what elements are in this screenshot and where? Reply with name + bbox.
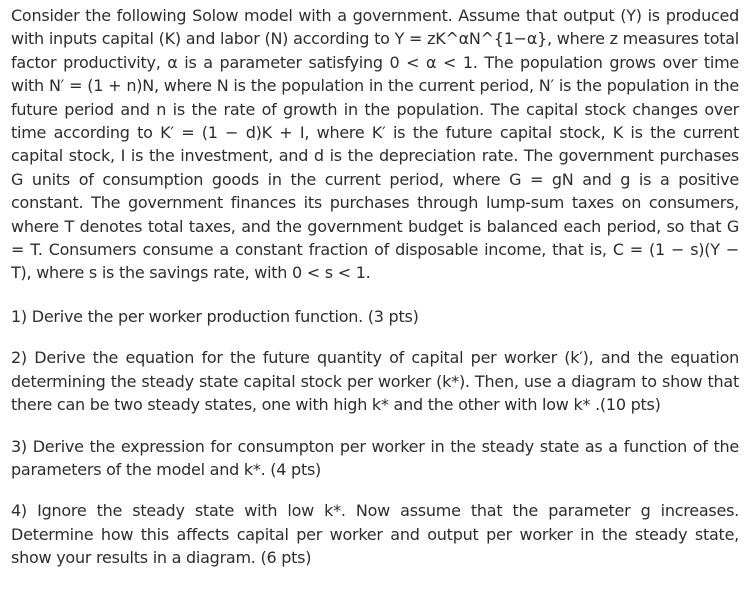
question-4-label: 4) xyxy=(11,501,27,521)
spacer xyxy=(11,417,739,435)
question-3-text: Derive the expression for consumpton per worker in the steady state as a function of the parameters of the model and k*. (4 pts) xyxy=(11,436,739,479)
question-3-label: 3) xyxy=(11,436,27,456)
question-2-text: Derive the equation for the future quantity of capital per worker (k′), and the equation determining the steady state capital stock per worker (k*). Then, use a diagram to show that there can be two steady states, one with high k* and the other with low k* .(10 pts) xyxy=(11,348,739,415)
question-1-text: Derive the per worker production function. (3 pts) xyxy=(31,306,419,326)
question-4 xyxy=(11,499,739,569)
question-4-text: Ignore the steady state with low k*. Now assume that the parameter g increases. Determine how this affects capital per worker and output per worker in the steady state, show your results in a diagram. (6 pts) xyxy=(11,501,740,568)
question-1-label: 1) xyxy=(11,306,27,326)
spacer xyxy=(11,328,739,346)
question-3 xyxy=(11,435,739,482)
question-2 xyxy=(11,346,739,416)
problem-intro: Consider the following Solow model with a government. Assume that output (Y) is produced with inputs capital (K) and labor (N) according to Y = zK^αN^{1−α}, where z measures total factor productivity, α is a parameter satisfying 0 < α < 1. The population grows over time with N′ = (1 + n)N, where N is the population in the current period, N′ is the population in the future period and n is the rate of growth in the population. The capital stock changes over time according to K′ = (1 − d)K + I, where K′ is the future capital stock, K is the current capital stock, I is the investment, and d is the depreciation rate. The government purchases G units of consumption goods in the current period, where G = gN and g is a positive constant. The government finances its purchases through lump-sum taxes on consumers, where T denotes total taxes, and the government budget is balanced each period, so that G = T. Consumers consume a constant fraction of disposable income, that is, C = (1 − s)(Y − T), where s is the savings rate, with 0 < s < 1. xyxy=(11,6,739,283)
question-2-label: 2) xyxy=(11,348,27,368)
spacer xyxy=(11,285,739,305)
question-1 xyxy=(11,305,739,328)
spacer xyxy=(11,481,739,499)
